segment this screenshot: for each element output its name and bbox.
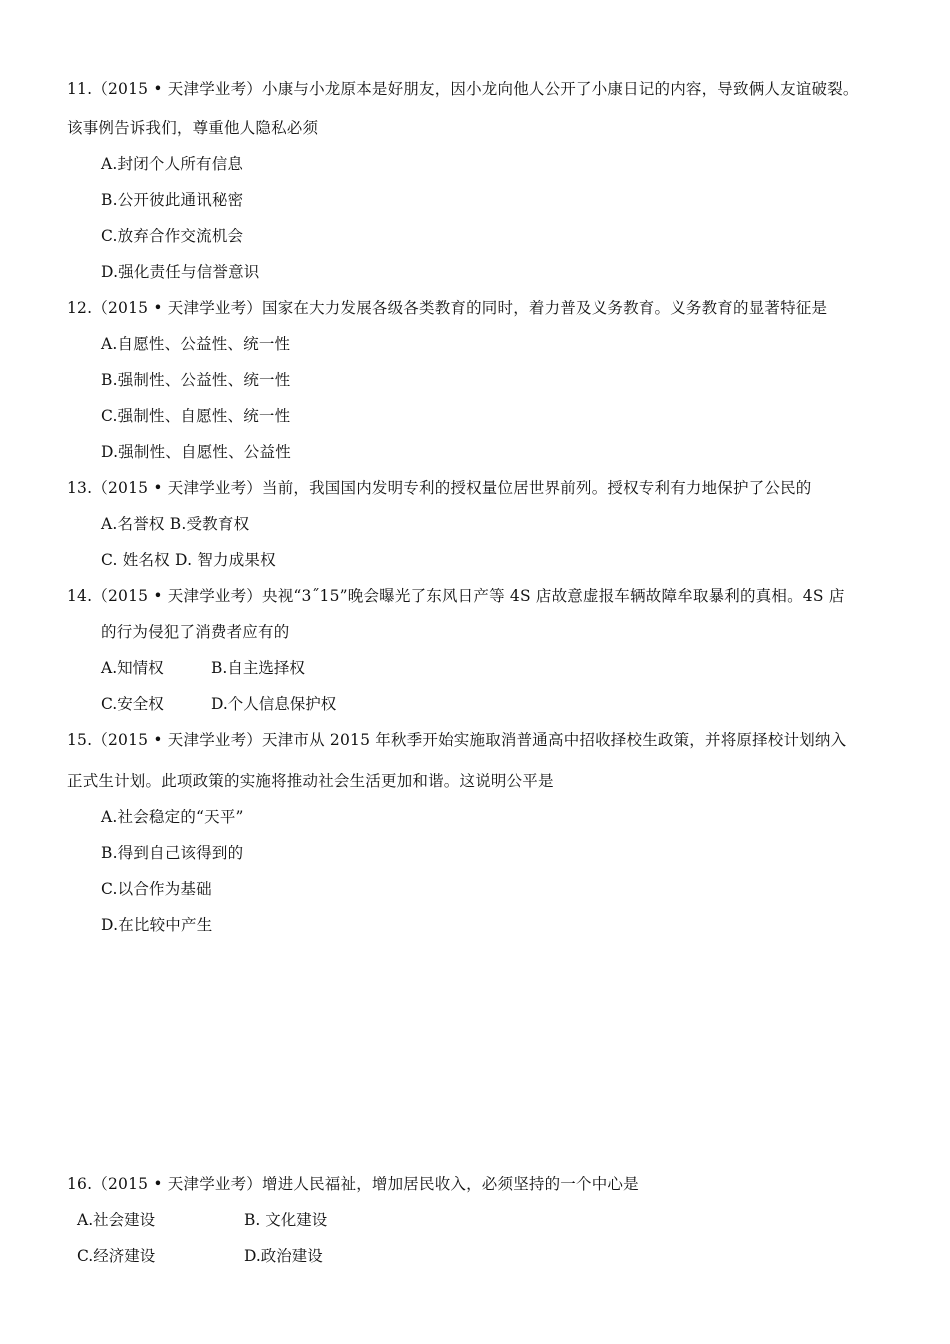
q16-option-a: A.社会建设 [77,1211,156,1229]
q16-option-d: D.政治建设 [244,1247,323,1265]
q14-option-c: C.安全权 [101,695,164,713]
q11-option-a: A.封闭个人所有信息 [101,155,244,173]
q14-stem-line-1: 14.（2015 • 天津学业考）央视“3˝15”晚会曝光了东风日产等 4S 店故意虚报车辆故障牟取暴利的真相。4S 店 [67,587,845,605]
q11-option-b: B.公开彼此通讯秘密 [101,191,244,209]
q11-stem-line-1: 11.（2015 • 天津学业考）小康与小龙原本是好朋友，因小龙向他人公开了小康日记的内容，导致俩人友谊破裂。 [67,80,859,98]
q12-option-d: D.强制性、自愿性、公益性 [101,443,291,461]
q12-option-a: A.自愿性、公益性、统一性 [101,335,291,353]
q15-option-c: C.以合作为基础 [101,880,212,898]
q16-option-c: C.经济建设 [77,1247,156,1265]
q15-option-a: A.社会稳定的“天平” [101,808,244,826]
q12-stem-line-1: 12.（2015 • 天津学业考）国家在大力发展各级各类教育的同时，着力普及义务教育。义务教育的显著特征是 [67,299,828,317]
q11-option-d: D.强化责任与信誉意识 [101,263,260,281]
q14-option-d: D.个人信息保护权 [211,695,337,713]
q13-stem-line-1: 13.（2015 • 天津学业考）当前，我国国内发明专利的授权量位居世界前列。授权专利有力地保护了公民的 [67,479,812,497]
q15-stem-line-1: 15.（2015 • 天津学业考）天津市从 2015 年秋季开始实施取消普通高中招收择校生政策，并将原择校计划纳入 [67,731,847,749]
q11-stem-line-2: 该事例告诉我们，尊重他人隐私必须 [67,119,319,137]
q14-option-a: A.知情权 [101,659,164,677]
q15-option-d: D.在比较中产生 [101,916,213,934]
q11-option-c: C.放弃合作交流机会 [101,227,244,245]
q16-stem-line-1: 16.（2015 • 天津学业考）增进人民福祉，增加居民收入，必须坚持的一个中心是 [67,1175,639,1193]
q15-option-b: B.得到自己该得到的 [101,844,244,862]
q13-option-cd: C. 姓名权 D. 智力成果权 [101,551,276,569]
q12-option-c: C.强制性、自愿性、统一性 [101,407,291,425]
q16-option-b: B. 文化建设 [244,1211,328,1229]
q12-option-b: B.强制性、公益性、统一性 [101,371,291,389]
q15-stem-line-2: 正式生计划。此项政策的实施将推动社会生活更加和谐。这说明公平是 [67,772,554,790]
q13-option-ab: A.名誉权 B.受教育权 [101,515,250,533]
q14-option-b: B.自主选择权 [211,659,305,677]
q14-stem-line-2: 的行为侵犯了消费者应有的 [101,623,290,641]
